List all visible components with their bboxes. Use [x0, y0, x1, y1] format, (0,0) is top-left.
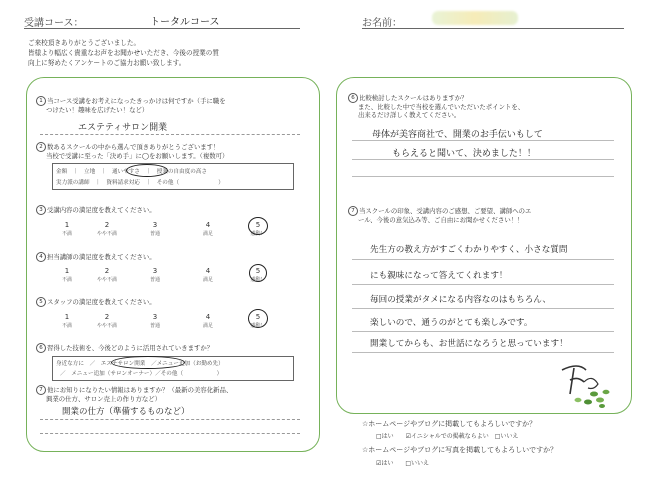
q3-scale-5: 5 感動！ — [250, 221, 266, 237]
q3-scale-1: 1 不満 — [61, 221, 72, 237]
name-underline — [362, 28, 624, 29]
q2-line-1: 数あるスクールの中から選んで頂きありがとうございます！ — [47, 143, 220, 151]
q2-line-2: 当校で受講に至った「決め手」に◯をお願いします。（複数可） — [46, 152, 229, 160]
blog-permission-options: □はい ☑イニシャルでの掲載ならよい □いいえ — [376, 433, 519, 440]
r7-line-a — [352, 259, 614, 260]
r6-line-b — [352, 159, 614, 160]
q7-answer-line-1 — [40, 419, 300, 420]
q5-selected-circle — [248, 309, 268, 328]
thanks-message — [28, 38, 219, 68]
q5-scale-5: 5 感動！ — [250, 313, 266, 329]
photo-permission-options: ☑はい □いいえ — [376, 460, 430, 467]
r7-answer-line-5: 開業してからも、お世話になろうと思っています！ — [370, 339, 568, 349]
q1-text — [36, 96, 308, 114]
q6-circle-mark — [111, 356, 185, 369]
q5-scale-4: 4 満足 — [202, 313, 213, 329]
q1-line-2: つけたい！趣味を広げたい！など） — [46, 106, 149, 114]
course-value: トータルコース — [150, 17, 220, 28]
r7-line-1: 当スクールの印象、受講内容のご感想、ご要望、講師へのエ — [359, 207, 532, 215]
q4-number: 4 — [36, 252, 46, 262]
r6-answer-line-2: もらえると聞いて、決めました！！ — [392, 149, 536, 159]
q4-selected-circle — [249, 264, 267, 282]
q2-number: 2 — [36, 142, 46, 152]
r6-text — [348, 93, 620, 119]
q5-line: スタッフの満足度を教えてください。 — [47, 298, 156, 306]
r7-number: 7 — [348, 206, 358, 216]
r7-line-b — [352, 284, 614, 285]
r7-answer-line-4: 楽しいので、通うのがとても楽しみです。 — [370, 318, 533, 328]
q1-line-1: 当コース受講をお考えになったきっかけは何ですか（手に職を — [47, 97, 226, 105]
q7-answer: 開業の仕方（準備するものなど） — [62, 407, 190, 417]
r6-line-3: 出来るだけ詳しく教えてください。 — [358, 111, 461, 120]
thanks-line-3: 向上に努めたくアンケートのご協力お願い致します。 — [28, 59, 186, 67]
r7-answer-line-2: にも親味になって答えてくれます！ — [370, 271, 508, 281]
q5-scale-2: 2 やや不満 — [96, 313, 117, 329]
q6-number: 6 — [36, 343, 46, 353]
q3-scale-2: 2 やや不満 — [96, 221, 117, 237]
redacted-name — [432, 11, 518, 25]
q6-line: 習得した技術を、今後どのように活用されていきますか？ — [47, 344, 214, 352]
r6-number: 6 — [348, 93, 358, 103]
q2-text — [36, 142, 308, 160]
name-label: お名前： — [362, 18, 402, 29]
q2-options-row2: 実力派の講師 ｜ 資料請求対応 ｜ その他（ ） — [56, 180, 224, 186]
thanks-line-1: ご来校頂きありがとうございました。 — [28, 39, 141, 47]
photo-permission-text: ☆ホームページやブログに写真を掲載してもよろしいですか？ — [362, 446, 558, 454]
q5-scale-1: 1 不満 — [61, 313, 72, 329]
blog-permission-text: ☆ホームページやブログに掲載してもよろしいですか？ — [362, 420, 537, 428]
q4-scale-2: 2 やや不満 — [96, 267, 117, 283]
q1-number: 1 — [36, 96, 46, 106]
q7-number: 7 — [36, 385, 46, 395]
q3-scale-3: 3 普通 — [149, 221, 160, 237]
r6-answer-line-1: 母体が美容商社で、開業のお手伝いもして — [372, 130, 543, 140]
q7-answer-line-2 — [40, 433, 300, 434]
signature-leaves — [548, 360, 618, 412]
r6-line-2: また、比較した中で当校を選んでいただいたポイントを、 — [358, 103, 525, 111]
q6-options-row2: ／ メニュー追加（サロンオーナー）／その他（ ） — [60, 371, 223, 377]
q7-text — [36, 385, 308, 403]
r7-answer-line-3: 毎回の授業がタメになる内容なのはもちろん、 — [370, 295, 551, 305]
q4-line: 担当講師の満足度を教えてください。 — [47, 253, 156, 261]
q2-circle-mark — [126, 164, 168, 177]
q1-answer-line — [40, 134, 300, 135]
q3-number: 3 — [36, 205, 46, 215]
q2-options-row1: 金額 ｜ 立地 ｜ 通いやすさ ｜ 授業の自由度の高さ — [56, 169, 208, 175]
q7-line-2: 興業の仕方、サロン売上の作り方など） — [46, 395, 162, 403]
r7-answer-line-1: 先生方の教え方がすごくわかりやすく、小さな質問 — [370, 245, 568, 255]
r7-line-c — [352, 308, 614, 309]
q5-text — [36, 297, 156, 307]
q4-scale-3: 3 普通 — [149, 267, 160, 283]
r7-text — [348, 206, 620, 224]
q7-line-1: 他にお知りになりたい情報はありますか？（最新の美容化新品、 — [47, 386, 233, 394]
q1-answer: エステティサロン開業 — [78, 123, 168, 133]
r6-line-a — [352, 140, 614, 141]
r6-line-c — [352, 176, 614, 177]
q6-options-row1: 身近な方に ／ エステサロン開業 ／メニュー追加（お勤め先） — [56, 361, 224, 367]
thanks-line-2: 皆様より幅広く貴重なお声をお聞かせいただき、今後の授業の質 — [28, 49, 219, 57]
q3-line: 受講内容の満足度を教えてください。 — [47, 206, 156, 214]
q4-scale-4: 4 満足 — [202, 267, 213, 283]
r7-line-e — [352, 352, 614, 353]
q4-scale-5: 5 感動！ — [250, 267, 266, 283]
course-underline — [24, 28, 300, 29]
q5-number: 5 — [36, 297, 46, 307]
q3-text — [36, 205, 156, 215]
course-label: 受講コース： — [24, 18, 84, 29]
r6-line-1: 比較検討したスクールはありますか？ — [359, 94, 468, 102]
q4-text — [36, 252, 156, 262]
q4-scale-1: 1 不満 — [61, 267, 72, 283]
r7-line-d — [352, 331, 614, 332]
r7-line-2: ール、今後の意気込み等、ご自由にお聞かせください！！ — [358, 216, 524, 224]
q3-selected-circle — [248, 217, 268, 235]
q5-scale-3: 3 普通 — [149, 313, 160, 329]
q3-scale-4: 4 満足 — [202, 221, 213, 237]
q6-text — [36, 343, 213, 353]
